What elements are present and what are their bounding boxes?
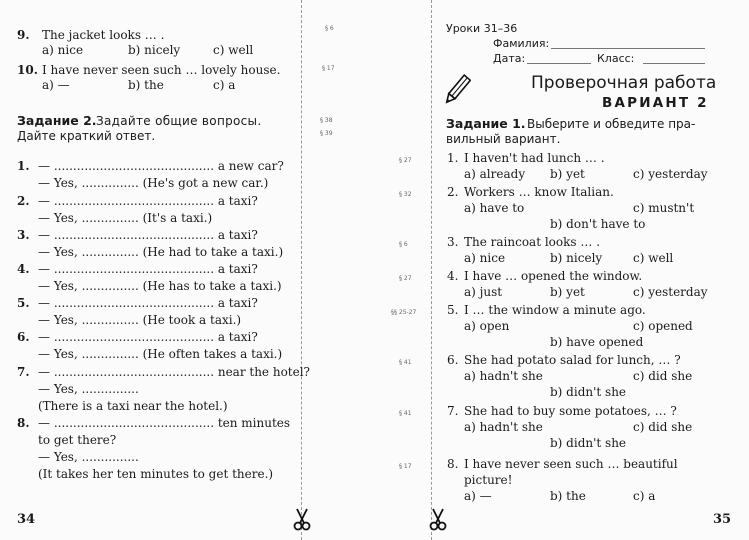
question-line: — .......................................... ten minutes [38,416,291,430]
option: a) have to [464,201,525,215]
cut-line-left [301,0,302,540]
item-number: 6. [447,353,459,367]
question-line: — .......................................... a new car? [38,159,284,173]
question-line: — .......................................... a taxi? [38,296,258,310]
item-question: I have … opened the window. [464,269,643,283]
question-line: — .......................................... a taxi? [38,262,258,276]
surname-label: Фамилия: [493,37,550,50]
option: c) yesterday [633,285,708,299]
answer-line: — Yes, ............... [38,382,139,396]
answer-line: — Yes, ............... (It's a taxi.) [38,211,213,225]
pencil-icon [443,73,471,107]
answer-line: — Yes, ............... (He took a taxi.) [38,313,242,327]
item-question-2: picture! [464,473,513,487]
class-label: Класс: [597,52,635,65]
task-instructions-2: Дайте краткий ответ. [17,129,156,143]
question-line: — .......................................... a taxi? [38,228,258,242]
item-question: I have never seen such … beautiful [464,457,678,471]
answer-cue: (It takes her ten minutes to get there.) [38,467,274,481]
item-number: 5. [447,303,459,317]
item-number: 4. [447,269,459,283]
margin-ref: § 27 [399,275,412,282]
scissors-icon [428,507,448,531]
task-instructions: Выберите и обведите пра- [527,117,696,131]
row-number: 8. [17,416,30,430]
row-number: 4. [17,262,30,276]
margin-ref: § 27 [399,157,412,164]
lesson-header: Уроки 31–36 [446,22,518,35]
task-title: Задание 1. [446,116,526,131]
page-number-right: 35 [713,512,732,527]
task-instructions-2: вильный вариант. [446,132,561,146]
date-line [527,63,591,64]
margin-ref: § 17 [322,65,335,72]
item-number: 9. [17,28,30,42]
option: a) hadn't she [464,369,543,383]
answer-line: — Yes, ............... [38,450,139,464]
margin-ref: §§ 25-27 [391,309,417,316]
option: a) just [464,285,503,299]
row-number: 3. [17,228,30,242]
row-number: 6. [17,330,30,344]
item-number: 1. [447,151,459,165]
scissors-icon [292,507,312,531]
answer-line: — Yes, ............... (He's got a new car.) [38,176,269,190]
answer-line: — Yes, ............... (He has to take a taxi.) [38,279,282,293]
answer-line: — Yes, ............... (He often takes a taxi.) [38,347,283,361]
option: b) yet [550,285,585,299]
task-instructions: Задайте общие вопросы. [96,114,262,128]
variant-label: ВАРИАНТ 2 [602,95,709,111]
margin-ref: § 6 [325,25,334,32]
class-line [643,63,705,64]
margin-ref: § 32 [399,191,412,198]
option: a) — [464,489,492,503]
row-number: 7. [17,365,30,379]
item-question: I … the window a minute ago. [464,303,646,317]
option: c) did she [633,369,693,383]
item-question: The jacket looks … . [42,28,165,42]
question-line-2: to get there? [38,433,117,447]
option: b) the [550,489,586,503]
option: b) the [128,78,164,92]
option: a) open [464,319,510,333]
row-number: 5. [17,296,30,310]
option: b) yet [550,167,585,181]
option: a) nice [42,43,84,57]
option: c) well [633,251,674,265]
row-number: 2. [17,194,30,208]
option: b) don't have to [550,217,646,231]
test-title: Проверочная работа [531,73,717,93]
option: c) a [213,78,236,92]
margin-ref: § 6 [399,241,408,248]
item-question: She had to buy some potatoes, … ? [464,404,677,418]
item-number: 3. [447,235,459,249]
date-label: Дата: [493,52,526,65]
option: a) already [464,167,526,181]
option: c) yesterday [633,167,708,181]
row-number: 1. [17,159,30,173]
option: b) didn't she [550,436,627,450]
margin-ref: § 39 [320,130,333,137]
answer-line: — Yes, ............... (He had to take a taxi.) [38,245,284,259]
item-question: The raincoat looks … . [464,235,601,249]
option: c) well [213,43,254,57]
page-number-left: 34 [17,512,36,527]
answer-cue: (There is a taxi near the hotel.) [38,399,228,413]
option: c) did she [633,420,693,434]
item-number: 8. [447,457,459,471]
option: b) nicely [128,43,181,57]
item-question: I have never seen such … lovely house. [42,63,281,77]
item-question: Workers … know Italian. [464,185,614,199]
cut-line-right [431,0,432,540]
option: a) — [42,78,70,92]
option: a) hadn't she [464,420,543,434]
item-question: She had potato salad for lunch, … ? [464,353,681,367]
item-number: 10. [17,63,38,77]
option: c) opened [633,319,693,333]
question-line: — .......................................... a taxi? [38,194,258,208]
margin-ref: § 41 [399,359,412,366]
item-number: 7. [447,404,459,418]
margin-ref: § 38 [320,117,333,124]
margin-ref: § 17 [399,463,412,470]
option: c) mustn't [633,201,695,215]
item-question: I haven't had lunch … . [464,151,605,165]
option: b) didn't she [550,385,627,399]
option: b) have opened [550,335,644,349]
surname-line [551,48,705,49]
task-title: Задание 2. [17,113,97,128]
option: b) nicely [550,251,603,265]
option: c) a [633,489,656,503]
item-number: 2. [447,185,459,199]
question-line: — .......................................... a taxi? [38,330,258,344]
question-line: — .......................................... near the hotel? [38,365,310,379]
option: a) nice [464,251,506,265]
margin-ref: § 41 [399,410,412,417]
